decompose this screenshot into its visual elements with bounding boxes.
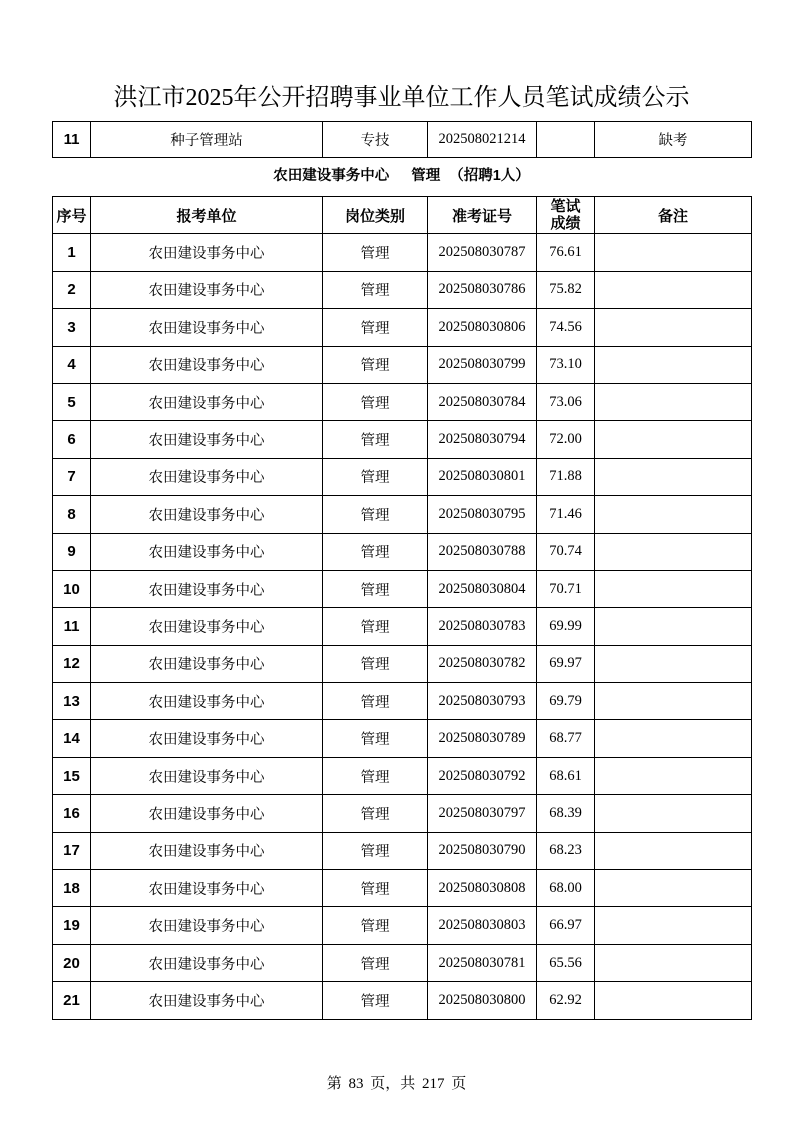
cell-remark — [595, 346, 752, 383]
cell-unit: 农田建设事务中心 — [91, 496, 323, 533]
cell-category: 管理 — [323, 907, 428, 944]
cell-category: 管理 — [323, 982, 428, 1019]
cell-exam-id: 202508030801 — [428, 458, 537, 495]
table-row — [53, 870, 752, 907]
cell-seq: 5 — [53, 383, 91, 420]
cell-seq: 6 — [53, 421, 91, 458]
cell-unit: 农田建设事务中心 — [91, 870, 323, 907]
cell-seq: 14 — [53, 720, 91, 757]
table-row — [53, 421, 752, 458]
cell-exam-id: 202508030786 — [428, 271, 537, 308]
cell-unit: 农田建设事务中心 — [91, 346, 323, 383]
cell-category: 管理 — [323, 720, 428, 757]
cell-seq: 21 — [53, 982, 91, 1019]
cell-seq: 10 — [53, 570, 91, 607]
section-heading — [52, 157, 751, 196]
cell-seq: 11 — [53, 608, 91, 645]
section-category: 管理 — [411, 168, 441, 184]
cell-unit: 农田建设事务中心 — [91, 757, 323, 794]
cell-score: 76.61 — [537, 234, 595, 271]
cell-category: 管理 — [323, 832, 428, 869]
cell-remark — [595, 234, 752, 271]
table-row — [53, 496, 752, 533]
table-row — [53, 832, 752, 869]
table-row — [53, 795, 752, 832]
cell-category: 管理 — [323, 234, 428, 271]
cell-remark — [595, 683, 752, 720]
cell-score: 71.88 — [537, 458, 595, 495]
cell-score: 72.00 — [537, 421, 595, 458]
score-table — [52, 196, 752, 1020]
cell-score — [537, 122, 595, 158]
table-row — [53, 720, 752, 757]
cell-unit: 农田建设事务中心 — [91, 271, 323, 308]
cell-remark — [595, 496, 752, 533]
cell-exam-id: 202508030787 — [428, 234, 537, 271]
table-row — [53, 346, 752, 383]
cell-seq: 2 — [53, 271, 91, 308]
previous-section-tail-table — [52, 121, 752, 158]
cell-unit: 农田建设事务中心 — [91, 309, 323, 346]
cell-seq: 4 — [53, 346, 91, 383]
table-row — [53, 944, 752, 981]
cell-exam-id: 202508030790 — [428, 832, 537, 869]
cell-score: 65.56 — [537, 944, 595, 981]
cell-seq: 1 — [53, 234, 91, 271]
cell-remark — [595, 645, 752, 682]
table-row — [53, 122, 752, 158]
cell-remark — [595, 870, 752, 907]
table-row — [53, 383, 752, 420]
cell-seq: 20 — [53, 944, 91, 981]
cell-score: 74.56 — [537, 309, 595, 346]
table-row — [53, 533, 752, 570]
cell-unit: 农田建设事务中心 — [91, 234, 323, 271]
cell-exam-id: 202508030797 — [428, 795, 537, 832]
cell-remark — [595, 533, 752, 570]
cell-category: 管理 — [323, 309, 428, 346]
cell-seq: 13 — [53, 683, 91, 720]
cell-unit: 农田建设事务中心 — [91, 907, 323, 944]
cell-unit: 农田建设事务中心 — [91, 944, 323, 981]
cell-unit: 农田建设事务中心 — [91, 421, 323, 458]
table-row — [53, 271, 752, 308]
cell-unit: 农田建设事务中心 — [91, 795, 323, 832]
cell-seq: 8 — [53, 496, 91, 533]
cell-score: 70.71 — [537, 570, 595, 607]
cell-score: 69.99 — [537, 608, 595, 645]
cell-score: 71.46 — [537, 496, 595, 533]
cell-category: 管理 — [323, 421, 428, 458]
cell-exam-id: 202508030782 — [428, 645, 537, 682]
page-title: 洪江市2025年公开招聘事业单位工作人员笔试成绩公示 — [113, 85, 690, 111]
table-row — [53, 309, 752, 346]
table-header-row — [53, 197, 752, 234]
cell-exam-id: 202508030781 — [428, 944, 537, 981]
cell-category: 管理 — [323, 683, 428, 720]
cell-unit: 农田建设事务中心 — [91, 383, 323, 420]
cell-category: 管理 — [323, 870, 428, 907]
table-row — [53, 608, 752, 645]
cell-category: 管理 — [323, 757, 428, 794]
cell-category: 管理 — [323, 271, 428, 308]
cell-exam-id: 202508030793 — [428, 683, 537, 720]
cell-score: 68.39 — [537, 795, 595, 832]
cell-seq: 15 — [53, 757, 91, 794]
table-row — [53, 982, 752, 1019]
cell-category: 管理 — [323, 608, 428, 645]
cell-seq: 9 — [53, 533, 91, 570]
cell-score: 62.92 — [537, 982, 595, 1019]
cell-remark — [595, 309, 752, 346]
cell-score: 70.74 — [537, 533, 595, 570]
cell-score: 68.61 — [537, 757, 595, 794]
cell-exam-id: 202508030783 — [428, 608, 537, 645]
cell-remark — [595, 720, 752, 757]
header-seq: 序号 — [53, 197, 91, 234]
cell-exam-id: 202508030795 — [428, 496, 537, 533]
table-row — [53, 234, 752, 271]
cell-unit: 农田建设事务中心 — [91, 720, 323, 757]
cell-category: 管理 — [323, 944, 428, 981]
cell-exam-id: 202508030803 — [428, 907, 537, 944]
table-row — [53, 683, 752, 720]
cell-exam-id: 202508030804 — [428, 570, 537, 607]
cell-remark — [595, 907, 752, 944]
cell-score: 75.82 — [537, 271, 595, 308]
cell-exam-id: 202508030808 — [428, 870, 537, 907]
cell-remark — [595, 832, 752, 869]
cell-seq: 16 — [53, 795, 91, 832]
cell-score: 68.77 — [537, 720, 595, 757]
cell-score: 66.97 — [537, 907, 595, 944]
cell-unit: 农田建设事务中心 — [91, 645, 323, 682]
cell-unit: 种子管理站 — [91, 122, 323, 158]
cell-seq: 7 — [53, 458, 91, 495]
header-score — [537, 197, 595, 234]
cell-remark — [595, 421, 752, 458]
cell-unit: 农田建设事务中心 — [91, 608, 323, 645]
table-row — [53, 458, 752, 495]
page-footer: 第 83 页，共 217 页 — [326, 1076, 467, 1092]
cell-remark — [595, 944, 752, 981]
cell-exam-id: 202508030788 — [428, 533, 537, 570]
cell-category: 管理 — [323, 383, 428, 420]
cell-unit: 农田建设事务中心 — [91, 683, 323, 720]
cell-unit: 农田建设事务中心 — [91, 832, 323, 869]
cell-exam-id: 202508030792 — [428, 757, 537, 794]
cell-score: 68.00 — [537, 870, 595, 907]
cell-category: 管理 — [323, 795, 428, 832]
cell-category: 管理 — [323, 496, 428, 533]
table-row — [53, 645, 752, 682]
cell-exam-id: 202508021214 — [428, 122, 537, 158]
cell-score: 69.97 — [537, 645, 595, 682]
table-row — [53, 757, 752, 794]
cell-category: 管理 — [323, 346, 428, 383]
table-row — [53, 907, 752, 944]
cell-remark — [595, 608, 752, 645]
cell-category: 管理 — [323, 458, 428, 495]
section-quota: （招聘1人） — [449, 168, 530, 184]
cell-category: 专技 — [323, 122, 428, 158]
cell-score: 73.10 — [537, 346, 595, 383]
cell-exam-id: 202508030799 — [428, 346, 537, 383]
cell-unit: 农田建设事务中心 — [91, 458, 323, 495]
cell-remark — [595, 982, 752, 1019]
header-score-line2: 成绩 — [550, 215, 581, 233]
cell-score: 68.23 — [537, 832, 595, 869]
cell-remark — [595, 795, 752, 832]
cell-remark: 缺考 — [595, 122, 752, 158]
header-score-line1: 笔试 — [550, 198, 581, 216]
cell-exam-id: 202508030800 — [428, 982, 537, 1019]
cell-remark — [595, 570, 752, 607]
cell-score: 69.79 — [537, 683, 595, 720]
cell-exam-id: 202508030806 — [428, 309, 537, 346]
cell-seq: 19 — [53, 907, 91, 944]
cell-seq: 12 — [53, 645, 91, 682]
cell-score: 73.06 — [537, 383, 595, 420]
header-category: 岗位类别 — [323, 197, 428, 234]
cell-remark — [595, 757, 752, 794]
section-unit: 农田建设事务中心 — [273, 168, 390, 184]
cell-remark — [595, 383, 752, 420]
cell-exam-id: 202508030784 — [428, 383, 537, 420]
header-exam-id: 准考证号 — [428, 197, 537, 234]
cell-unit: 农田建设事务中心 — [91, 533, 323, 570]
table-row — [53, 570, 752, 607]
cell-seq: 3 — [53, 309, 91, 346]
cell-category: 管理 — [323, 570, 428, 607]
header-remark: 备注 — [595, 197, 752, 234]
cell-seq: 17 — [53, 832, 91, 869]
cell-category: 管理 — [323, 645, 428, 682]
cell-exam-id: 202508030794 — [428, 421, 537, 458]
cell-unit: 农田建设事务中心 — [91, 570, 323, 607]
cell-remark — [595, 458, 752, 495]
cell-seq: 11 — [53, 122, 91, 158]
cell-remark — [595, 271, 752, 308]
cell-seq: 18 — [53, 870, 91, 907]
header-unit: 报考单位 — [91, 197, 323, 234]
cell-unit: 农田建设事务中心 — [91, 982, 323, 1019]
cell-exam-id: 202508030789 — [428, 720, 537, 757]
cell-category: 管理 — [323, 533, 428, 570]
